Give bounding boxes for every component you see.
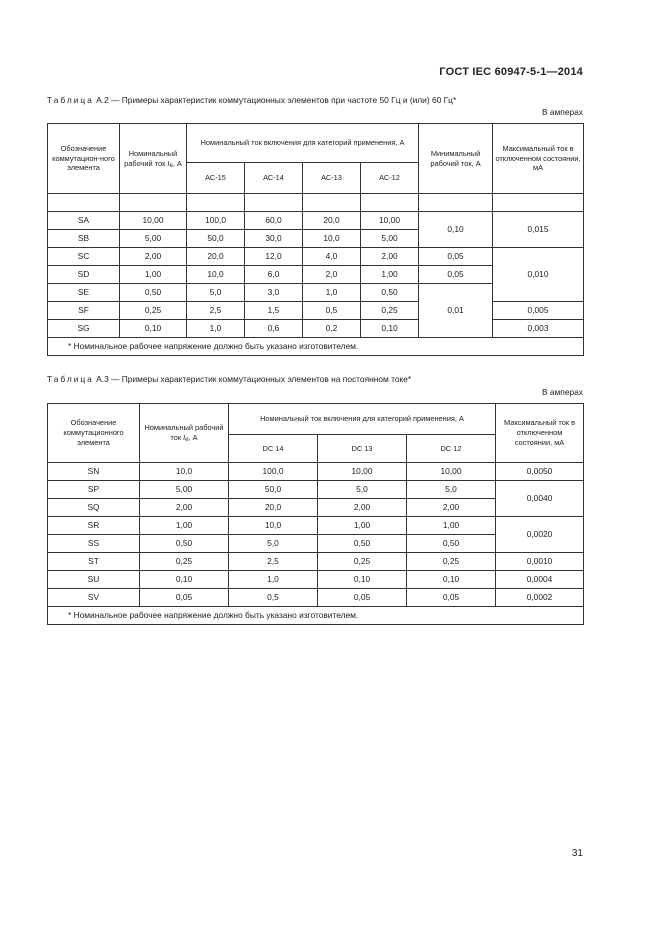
cell-min-current: 0,10 <box>419 212 493 248</box>
a2-header-designation: Обозначение коммутацион-ного элемента <box>48 124 120 194</box>
a3-header-designation: Обозначение коммутационного элемента <box>48 404 140 463</box>
cell-designation: SB <box>48 230 120 248</box>
cell-max-off: 0,015 <box>493 212 584 248</box>
cell-value: 2,0 <box>303 266 361 284</box>
a2-category-header: АС-12 <box>361 163 419 194</box>
table-row <box>48 589 584 607</box>
cell-value: 0,5 <box>303 302 361 320</box>
cell-value: 2,5 <box>187 302 245 320</box>
cell-value: 5,0 <box>407 481 496 499</box>
a2-header-max-off-current: Максимальный ток в отключенном состоянии, мА <box>493 124 584 194</box>
cell-value: 1,00 <box>407 517 496 535</box>
cell-value: 2,00 <box>318 499 407 517</box>
cell-min-current: 0,05 <box>419 266 493 284</box>
cell-designation: SS <box>48 535 140 553</box>
cell-value: 2,00 <box>407 499 496 517</box>
a2-category-header: АС-14 <box>245 163 303 194</box>
page-number: 31 <box>571 848 583 859</box>
cell-value: 10,0 <box>229 517 318 535</box>
table-row <box>48 571 584 589</box>
cell-rated-current: 10,0 <box>140 463 229 481</box>
cell-designation: SA <box>48 212 120 230</box>
cell-value: 5,0 <box>318 481 407 499</box>
a3-header-making-current: Номинальный ток включения для категорий применения, А <box>229 404 496 435</box>
cell-designation: SQ <box>48 499 140 517</box>
cell-max-off: 0,0020 <box>496 517 584 553</box>
cell-value: 4,0 <box>303 248 361 266</box>
cell-value: 1,5 <box>245 302 303 320</box>
cell-rated-current: 1,00 <box>140 517 229 535</box>
cell-value: 5,0 <box>229 535 318 553</box>
cell-value: 0,25 <box>318 553 407 571</box>
table-a2-caption <box>47 95 456 105</box>
cell-min-current: 0,01 <box>419 284 493 338</box>
cell-value: 50,0 <box>229 481 318 499</box>
cell-rated-current: 0,25 <box>120 302 187 320</box>
document-header: ГОСТ IEC 60947-5-1—2014 <box>439 66 583 78</box>
cell-value: 10,00 <box>361 212 419 230</box>
cell-value: 0,50 <box>318 535 407 553</box>
table-a2-units: В амперах <box>541 107 583 117</box>
cell-value: 10,0 <box>303 230 361 248</box>
cell-value: 0,2 <box>303 320 361 338</box>
cell-value: 5,00 <box>361 230 419 248</box>
a2-category-header: АС-15 <box>187 163 245 194</box>
cell-designation: SE <box>48 284 120 302</box>
cell-max-off: 0,0004 <box>496 571 584 589</box>
cell-value: 20,0 <box>187 248 245 266</box>
cell-value: 6,0 <box>245 266 303 284</box>
cell-value: 0,10 <box>407 571 496 589</box>
cell-rated-current: 5,00 <box>120 230 187 248</box>
cell-value: 12,0 <box>245 248 303 266</box>
a3-header-max-off-current: Максимальный ток в отключенном состоянии, мА <box>496 404 584 463</box>
cell-rated-current: 0,10 <box>120 320 187 338</box>
cell-value: 30,0 <box>245 230 303 248</box>
cell-value: 3,0 <box>245 284 303 302</box>
cell-value: 0,25 <box>361 302 419 320</box>
cell-designation: SF <box>48 302 120 320</box>
cell-max-off: 0,010 <box>493 248 584 302</box>
cell-value: 0,5 <box>229 589 318 607</box>
cell-rated-current: 1,00 <box>120 266 187 284</box>
cell-value: 50,0 <box>187 230 245 248</box>
table-a2-footnote: * Номинальное рабочее напряжение должно быть указано изготовителем. <box>48 338 584 356</box>
cell-rated-current: 2,00 <box>120 248 187 266</box>
cell-designation: ST <box>48 553 140 571</box>
cell-max-off: 0,005 <box>493 302 584 320</box>
table-row <box>48 302 584 320</box>
cell-designation: SR <box>48 517 140 535</box>
cell-value: 20,0 <box>303 212 361 230</box>
cell-max-off: 0,0050 <box>496 463 584 481</box>
cell-value: 2,5 <box>229 553 318 571</box>
cell-rated-current: 10,00 <box>120 212 187 230</box>
table-row <box>48 553 584 571</box>
cell-rated-current: 0,10 <box>140 571 229 589</box>
cell-value: 0,05 <box>318 589 407 607</box>
cell-rated-current: 0,50 <box>140 535 229 553</box>
cell-designation: SG <box>48 320 120 338</box>
cell-value: 2,00 <box>361 248 419 266</box>
table-a2-caption-label: Таблица <box>47 95 94 105</box>
table-a3-units: В амперах <box>541 387 583 397</box>
table-a2 <box>47 123 584 356</box>
cell-value: 10,0 <box>187 266 245 284</box>
cell-max-off: 0,0010 <box>496 553 584 571</box>
cell-value: 1,00 <box>318 517 407 535</box>
cell-value: 0,05 <box>407 589 496 607</box>
cell-value: 100,0 <box>229 463 318 481</box>
table-row <box>48 320 584 338</box>
cell-value: 100,0 <box>187 212 245 230</box>
cell-value: 0,10 <box>318 571 407 589</box>
table-row <box>48 212 584 230</box>
cell-rated-current: 0,05 <box>140 589 229 607</box>
cell-value: 0,10 <box>361 320 419 338</box>
cell-value: 20,0 <box>229 499 318 517</box>
table-a2-caption-text: А.2 — Примеры характеристик коммутационных элементов при частоте 50 Гц и (или) 60 Гц* <box>93 95 457 105</box>
cell-value: 10,00 <box>407 463 496 481</box>
cell-designation: SD <box>48 266 120 284</box>
a3-category-header: DC 12 <box>407 435 496 463</box>
table-row <box>48 463 584 481</box>
cell-designation: SC <box>48 248 120 266</box>
a2-header-rated-current: Номинальный рабочий ток $I_e$, А <box>120 124 187 194</box>
cell-rated-current: 5,00 <box>140 481 229 499</box>
cell-value: 5,0 <box>187 284 245 302</box>
cell-value: 1,0 <box>187 320 245 338</box>
cell-rated-current: 2,00 <box>140 499 229 517</box>
table-a3-caption-text: А.3 — Примеры характеристик коммутационных элементов на постоянном токе* <box>93 374 412 384</box>
cell-min-current: 0,05 <box>419 248 493 266</box>
cell-max-off: 0,0040 <box>496 481 584 517</box>
table-row <box>48 248 584 266</box>
cell-value: 60,0 <box>245 212 303 230</box>
cell-rated-current: 0,25 <box>140 553 229 571</box>
a2-category-header: АС-13 <box>303 163 361 194</box>
table-a3-caption-label: Таблица <box>47 374 94 384</box>
a3-header-rated-current: Номинальный рабочий ток $I_e$, А <box>140 404 229 463</box>
cell-value: 10,00 <box>318 463 407 481</box>
cell-designation: SP <box>48 481 140 499</box>
cell-max-off: 0,003 <box>493 320 584 338</box>
cell-rated-current: 0,50 <box>120 284 187 302</box>
cell-value: 1,0 <box>303 284 361 302</box>
cell-value: 0,50 <box>361 284 419 302</box>
cell-max-off: 0,0002 <box>496 589 584 607</box>
a2-header-making-current: Номинальный ток включения для категорий применения, А <box>187 124 419 163</box>
cell-value: 0,25 <box>407 553 496 571</box>
a3-category-header: DC 14 <box>229 435 318 463</box>
table-a3 <box>47 403 584 625</box>
table-row <box>48 481 584 499</box>
cell-designation: SN <box>48 463 140 481</box>
cell-designation: SU <box>48 571 140 589</box>
cell-value: 1,0 <box>229 571 318 589</box>
a2-header-min-current: Минимальный рабочий ток, А <box>419 124 493 194</box>
a3-category-header: DC 13 <box>318 435 407 463</box>
cell-designation: SV <box>48 589 140 607</box>
table-a3-footnote: * Номинальное рабочее напряжение должно быть указано изготовителем. <box>48 607 584 625</box>
cell-value: 0,50 <box>407 535 496 553</box>
table-a3-caption <box>47 374 411 384</box>
table-row <box>48 517 584 535</box>
cell-value: 1,00 <box>361 266 419 284</box>
cell-value: 0,6 <box>245 320 303 338</box>
